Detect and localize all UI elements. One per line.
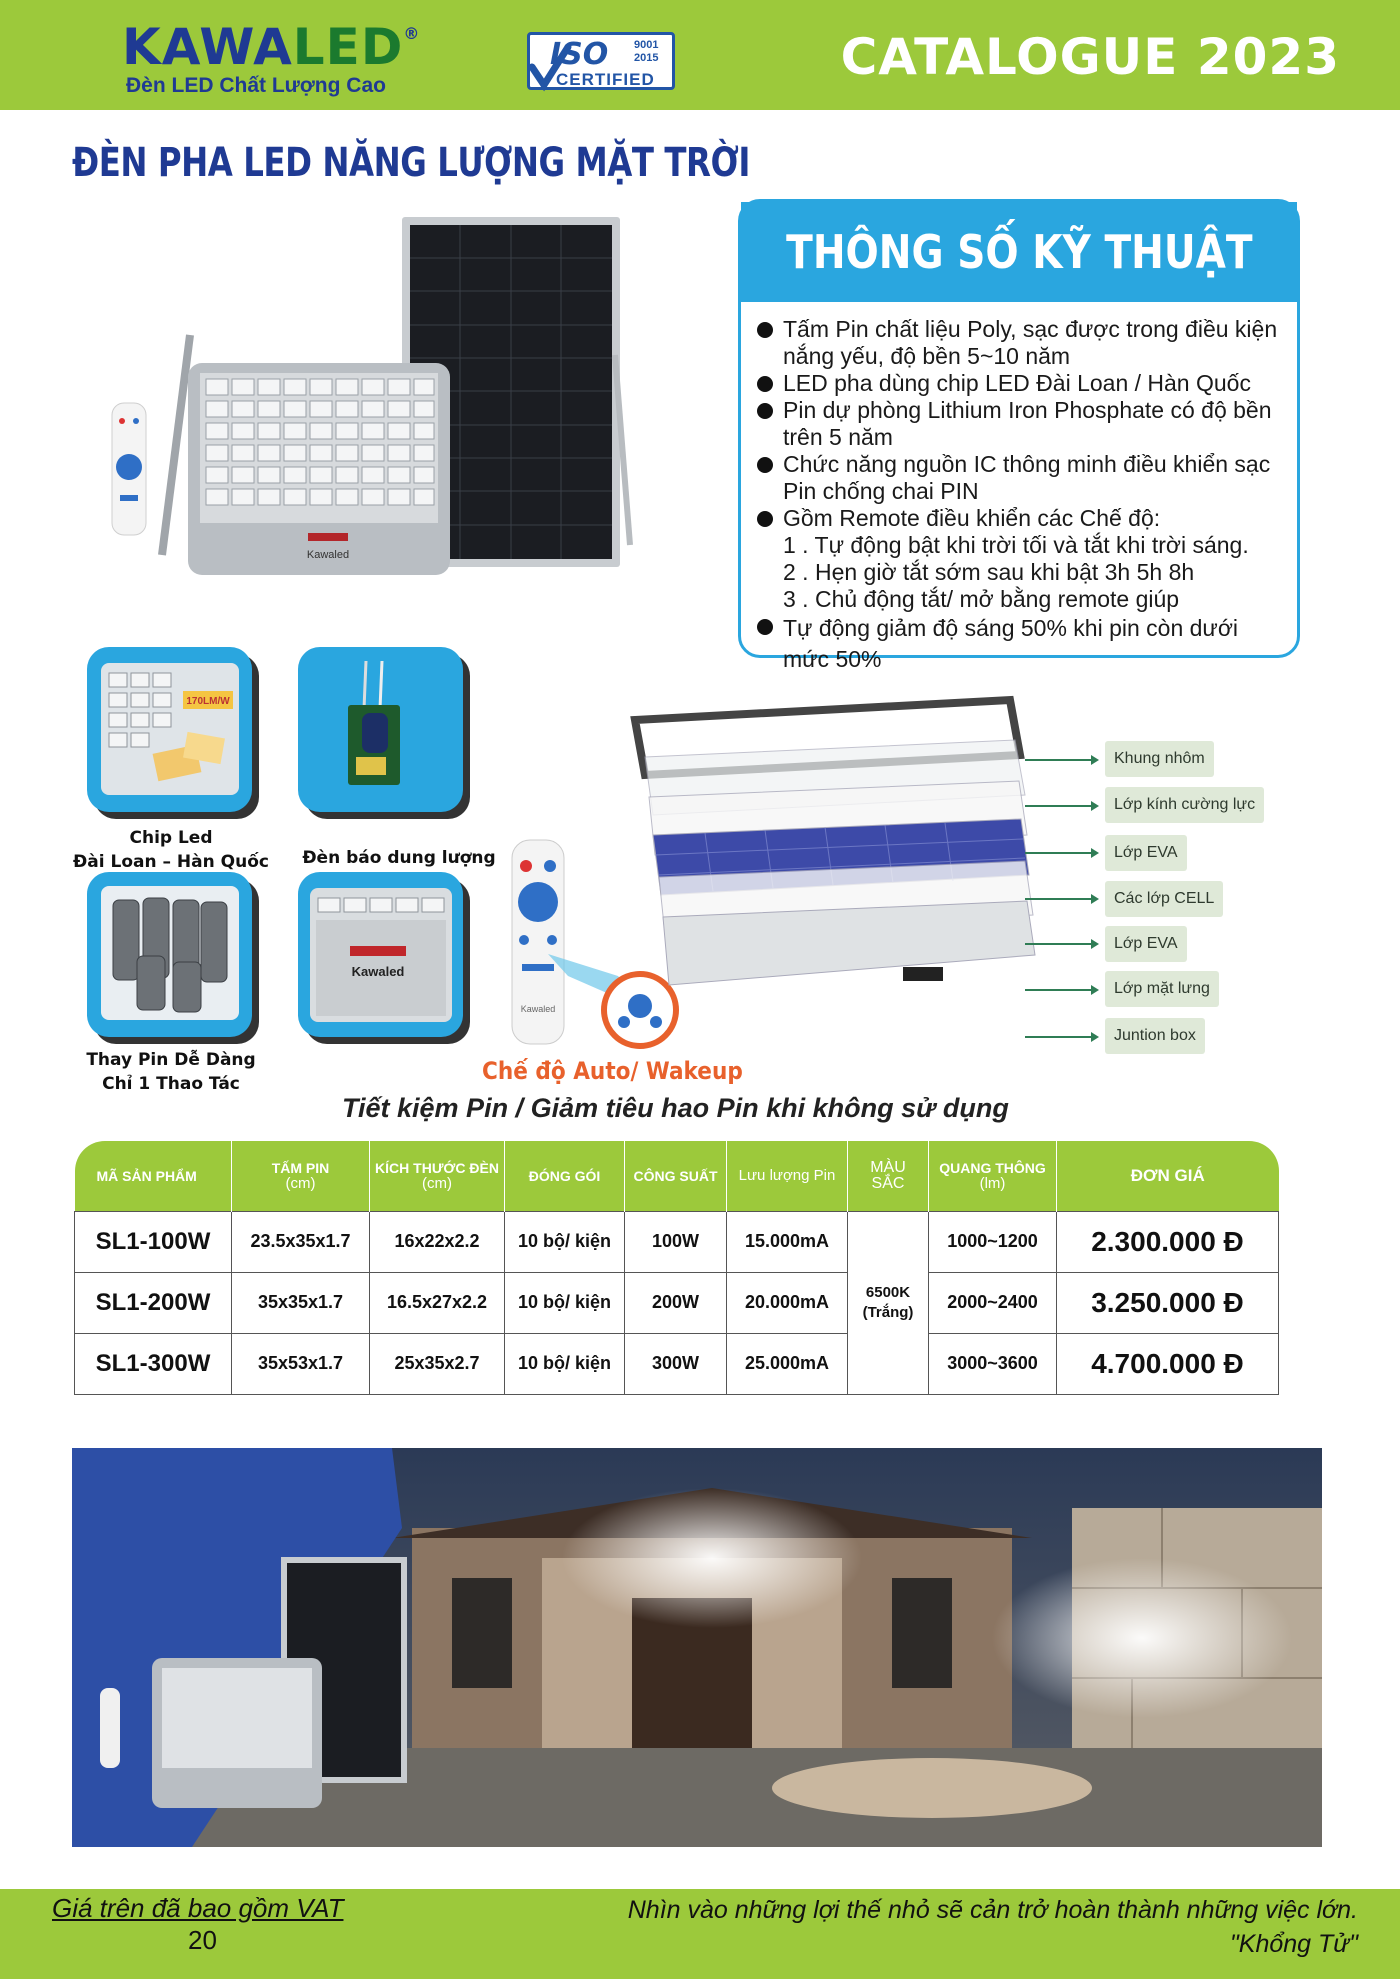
remote-brand: Kawaled <box>520 1004 556 1014</box>
circuit-board-image <box>338 661 418 791</box>
battery-level-image <box>310 888 452 1022</box>
cell-lumen: 2000~2400 <box>929 1272 1057 1333</box>
vat-note: Giá trên đã bao gồm VAT <box>52 1893 344 1923</box>
header-code: MÃ SẢN PHẨM <box>75 1141 232 1211</box>
chip-led-caption-line: Đài Loan – Hàn Quốc <box>73 852 269 872</box>
layer-arrow <box>1025 989 1097 991</box>
iso-text: ISO <box>550 37 609 72</box>
cell-capacity: 15.000mA <box>727 1211 848 1272</box>
cell-price: 3.250.000 Đ <box>1057 1272 1279 1333</box>
battery-indicator-thumbnail <box>298 647 463 812</box>
cell-pack: 10 bộ/ kiện <box>505 1211 625 1272</box>
battery-indicator-caption: Đèn báo dung lượng <box>302 848 496 868</box>
table-row <box>75 1211 1279 1272</box>
spec-list <box>741 302 1297 675</box>
chip-led-caption-line: Chip Led <box>129 828 213 848</box>
cell-pack: 10 bộ/ kiện <box>505 1272 625 1333</box>
cell-size: 16x22x2.2 <box>370 1211 505 1272</box>
brand-logo <box>122 18 421 76</box>
header-lumen-unit: (lm) <box>979 1174 1006 1192</box>
header-color: MÀU SẮC <box>848 1141 929 1211</box>
battery-caption <box>66 1048 276 1096</box>
brand-logo-led: LED <box>292 18 404 76</box>
spec-mode: 1 . Tự động bật khi trời tối và tắt khi trời sáng. <box>783 532 1249 558</box>
spec-mode: 3 . Chủ động tắt/ mở bằng remote giúp <box>783 586 1180 612</box>
cell-power: 200W <box>625 1272 727 1333</box>
chip-led-caption <box>66 826 276 874</box>
spec-item: Tự động giảm độ sáng 50% khi pin còn dưới mức 50% <box>753 613 1283 675</box>
layer-label: Khung nhôm <box>1105 741 1214 777</box>
iso-badge <box>527 32 675 90</box>
cell-panel: 35x53x1.7 <box>232 1333 370 1394</box>
remote-illustration <box>112 403 146 535</box>
flood-light-illustration <box>162 335 450 575</box>
registered-mark: ® <box>403 24 421 43</box>
brand <box>122 18 421 98</box>
cell-pack: 10 bộ/ kiện <box>505 1333 625 1394</box>
price-table <box>74 1141 1279 1395</box>
layer-label: Lớp EVA <box>1105 835 1187 871</box>
table-row <box>75 1333 1279 1394</box>
installation-scene <box>72 1448 1322 1847</box>
quote-text: Nhìn vào những lợi thế nhỏ sẽ cản trở hoàn thành những việc lớn. <box>627 1896 1358 1924</box>
layer-arrow <box>1025 852 1097 854</box>
cell-panel: 35x35x1.7 <box>232 1272 370 1333</box>
brand-logo-kawa: KAWA <box>122 18 293 76</box>
spec-box <box>738 199 1300 672</box>
layer-label: Các lớp CELL <box>1105 881 1223 917</box>
chip-led-thumbnail <box>87 647 252 812</box>
cell-power: 100W <box>625 1211 727 1272</box>
battery-level-thumbnail <box>298 872 463 1037</box>
header-size-unit: (cm) <box>422 1174 452 1192</box>
header-panel-label: TẤM PIN <box>271 1159 330 1176</box>
header-size-label: KÍCH THƯỚC ĐÈN <box>375 1159 499 1176</box>
table-header-row <box>75 1141 1279 1211</box>
page-title: ĐÈN PHA LED NĂNG LƯỢNG MẶT TRỜI <box>72 140 750 186</box>
page-number: 20 <box>188 1925 217 1955</box>
spec-item: Gồm Remote điều khiển các Chế độ: <box>753 505 1283 532</box>
cell-panel: 23.5x35x1.7 <box>232 1211 370 1272</box>
cell-size: 25x35x2.7 <box>370 1333 505 1394</box>
layer-arrow <box>1025 805 1097 807</box>
iso-year-2015: 2015 <box>634 52 659 64</box>
spec-item: Tấm Pin chất liệu Poly, sạc được trong điều kiện nắng yếu, độ bền 5~10 năm <box>753 316 1283 370</box>
spec-item: Chức năng nguồn IC thông minh điều khiển sạc Pin chống chai PIN <box>753 451 1283 505</box>
flood-light-brand: Kawaled <box>306 549 350 561</box>
cell-color-temp: 6500K <box>865 1283 911 1301</box>
spec-item: Pin dự phòng Lithium Iron Phosphate có độ bền trên 5 năm <box>753 397 1283 451</box>
layer-arrow <box>1025 759 1097 761</box>
battery-caption-line: Chỉ 1 Thao Tác <box>102 1074 240 1094</box>
footer-quote <box>628 1893 1358 1961</box>
cell-code: SL1-200W <box>75 1272 232 1333</box>
header-power: CÔNG SUẤT <box>625 1141 727 1211</box>
header-price: ĐƠN GIÁ <box>1057 1141 1279 1211</box>
cell-price: 4.700.000 Đ <box>1057 1333 1279 1394</box>
cell-color <box>848 1211 929 1394</box>
layer-arrow <box>1025 898 1097 900</box>
cell-price: 2.300.000 Đ <box>1057 1211 1279 1272</box>
cell-capacity: 20.000mA <box>727 1272 848 1333</box>
layer-label: Lớp kính cường lực <box>1105 787 1264 823</box>
battery-caption-line: Thay Pin Dễ Dàng <box>86 1050 256 1070</box>
cell-color-name: (Trắng) <box>862 1303 914 1321</box>
header-capacity: Lưu lượng Pin <box>727 1141 848 1211</box>
header-lumen-label: QUANG THÔNG <box>939 1159 1046 1176</box>
header-lumen <box>929 1141 1057 1211</box>
layer-label: Juntion box <box>1105 1018 1205 1054</box>
cell-capacity: 25.000mA <box>727 1333 848 1394</box>
header-pack: ĐÓNG GÓI <box>505 1141 625 1211</box>
scene-image <box>72 1448 1322 1847</box>
layer-arrow <box>1025 1036 1097 1038</box>
layer-label: Lớp EVA <box>1105 926 1187 962</box>
cell-lumen: 3000~3600 <box>929 1333 1057 1394</box>
saving-text: Tiết kiệm Pin / Giảm tiêu hao Pin khi không sử dụng <box>342 1093 1009 1123</box>
spec-header <box>741 202 1297 302</box>
catalogue-title: CATALOGUE 2023 <box>840 28 1340 86</box>
iso-certified: CERTIFIED <box>556 70 655 89</box>
spec-title: THÔNG SỐ KỸ THUẬT <box>785 225 1253 279</box>
cell-power: 300W <box>625 1333 727 1394</box>
chip-badge: 170LM/W <box>186 696 230 707</box>
panel-layers-diagram <box>625 695 1100 1075</box>
spec-mode: 2 . Hẹn giờ tắt sớm sau khi bật 3h 5h 8h <box>783 559 1195 585</box>
cell-lumen: 1000~1200 <box>929 1211 1057 1272</box>
battery-thumbnail <box>87 872 252 1037</box>
spec-item: LED pha dùng chip LED Đài Loan / Hàn Quốc <box>753 370 1283 397</box>
iso-year-9001: 9001 <box>634 39 659 51</box>
header-panel-unit: (cm) <box>285 1174 316 1192</box>
auto-mode-label: Chế độ Auto/ Wakeup <box>482 1057 743 1085</box>
layer-arrow <box>1025 943 1097 945</box>
header-size <box>370 1141 505 1211</box>
table-row <box>75 1272 1279 1333</box>
cell-size: 16.5x27x2.2 <box>370 1272 505 1333</box>
battery-level-brand: Kawaled <box>351 964 405 979</box>
brand-tagline: Đèn LED Chất Lượng Cao <box>126 74 386 97</box>
battery-cells-image <box>101 886 239 1020</box>
cell-code: SL1-300W <box>75 1333 232 1394</box>
product-image <box>110 215 640 585</box>
quote-author: "Khổng Tử" <box>1229 1930 1358 1958</box>
layer-label: Lớp mặt lưng <box>1105 971 1219 1007</box>
cell-code: SL1-100W <box>75 1211 232 1272</box>
header-panel <box>232 1141 370 1211</box>
chip-led-image <box>101 663 239 795</box>
